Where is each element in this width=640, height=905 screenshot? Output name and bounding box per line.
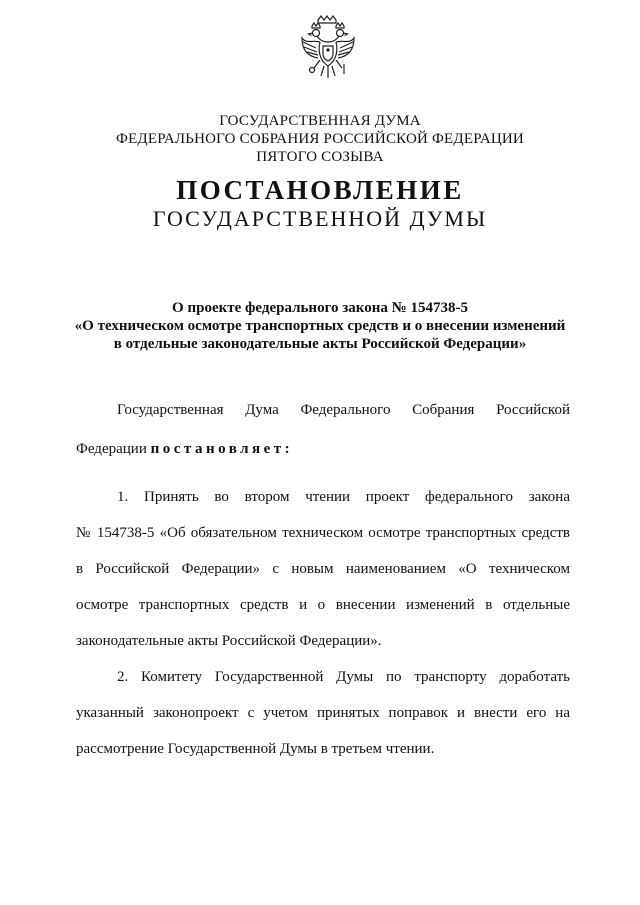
subject-line-3: в отдельные законодательные акты Российской Федерации» bbox=[113, 336, 527, 352]
item-1-line-2: № 154738-5 «Об обязательном техническом осмотре транспортных средств bbox=[76, 525, 570, 541]
preamble-line-2 bbox=[76, 440, 570, 458]
preamble-federation: Федерации bbox=[76, 441, 147, 457]
subject-line-1: О проекте федерального закона № 154738-5 bbox=[172, 300, 468, 316]
item-2-line-1: 2. Комитету Государственной Думы по транспорту доработать bbox=[117, 669, 570, 685]
document-title: ПОСТАНОВЛЕНИЕ bbox=[176, 175, 464, 205]
item-1-line-3: в Российской Федерации» с новым наименованием «О техническом bbox=[76, 561, 570, 577]
issuer-line-3: ПЯТОГО СОЗЫВА bbox=[256, 149, 384, 165]
issuer-line-2: ФЕДЕРАЛЬНОГО СОБРАНИЯ РОССИЙСКОЙ ФЕДЕРАЦИИ bbox=[116, 131, 524, 147]
document-subtitle: ГОСУДАРСТВЕННОЙ ДУМЫ bbox=[152, 206, 488, 231]
preamble-line-1: Государственная Дума Федерального Собрания Российской bbox=[117, 402, 570, 418]
item-1-line-4: осмотре транспортных средств и о внесении изменений в отдельные bbox=[76, 597, 570, 613]
subject-line-2: «О техническом осмотре транспортных средств и о внесении изменений bbox=[74, 318, 566, 334]
double-headed-eagle-icon bbox=[298, 14, 358, 86]
item-2-line-3: рассмотрение Государственной Думы в третьем чтении. bbox=[76, 741, 435, 757]
item-1-line-1: 1. Принять во втором чтении проект федерального закона bbox=[117, 489, 570, 505]
preamble-decides: постановляет: bbox=[150, 441, 294, 457]
item-1-line-5: законодательные акты Российской Федерации». bbox=[76, 633, 382, 649]
issuer-line-1: ГОСУДАРСТВЕННАЯ ДУМА bbox=[219, 113, 421, 129]
item-2-line-2: указанный законопроект с учетом принятых поправок и внести его на bbox=[76, 705, 570, 721]
